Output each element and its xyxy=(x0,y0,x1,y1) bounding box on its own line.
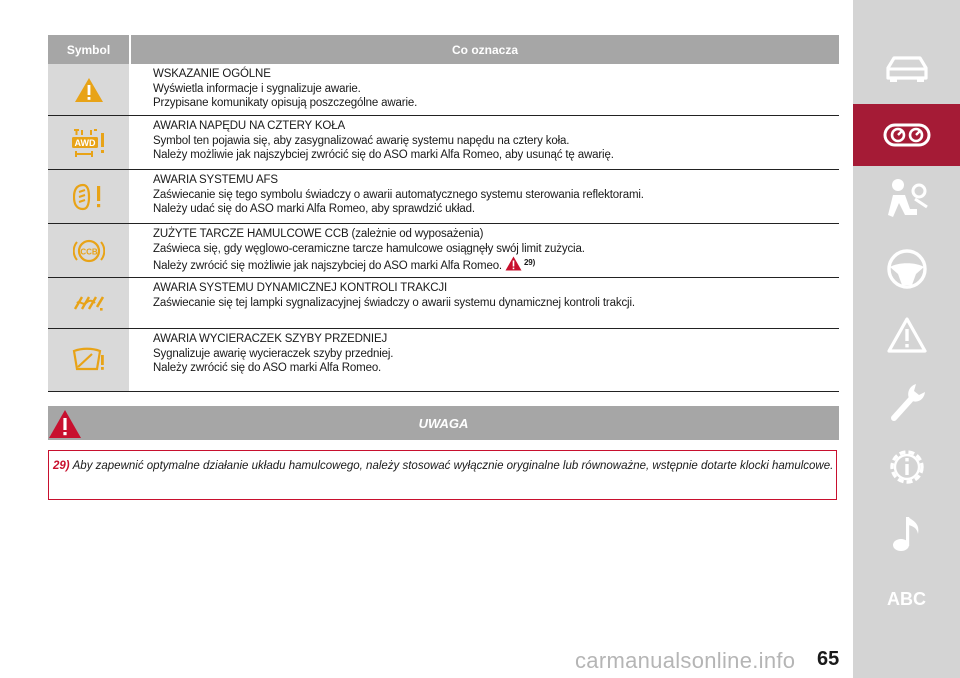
row-text: Zaświeca się, gdy węglowo-ceramiczne tarcze hamulcowe osiągnęły swój limit zużycia. xyxy=(153,242,585,255)
steering-wheel-icon xyxy=(886,248,928,290)
row-title: ZUŻYTE TARCZE HAMULCOWE CCB (zależnie od wyposażenia) xyxy=(153,228,484,240)
car-icon xyxy=(884,54,930,84)
row-text: Należy możliwie jak najszybciej zwrócić się do ASO marki Alfa Romeo, aby usunąć tę awarię. xyxy=(153,149,614,161)
music-note-icon xyxy=(890,512,924,554)
dashboard-gauges-icon xyxy=(883,122,931,148)
sidebar-item-emergency[interactable] xyxy=(853,304,960,366)
footnote-reference[interactable]: 29) xyxy=(523,258,536,267)
row-text: Należy zwrócić się do ASO marki Alfa Romeo. xyxy=(153,362,382,374)
table-row xyxy=(48,278,839,329)
table-row xyxy=(48,64,839,116)
table-header xyxy=(48,35,839,64)
wiper-failure-icon xyxy=(72,347,106,373)
row-text: Należy zwrócić się możliwie jak najszybciej do ASO marki Alfa Romeo. xyxy=(153,260,502,272)
page-number: 65 xyxy=(817,648,840,670)
afs-failure-icon xyxy=(73,181,105,213)
sidebar-item-dashboard[interactable] xyxy=(853,104,960,166)
traction-control-failure-icon xyxy=(73,293,105,313)
row-text: Należy udać się do ASO marki Alfa Romeo, aby sprawdzić układ. xyxy=(153,203,475,215)
sidebar-item-index[interactable] xyxy=(853,568,960,630)
table-row xyxy=(48,224,839,278)
table-row xyxy=(48,170,839,224)
row-text: Zaświecanie się tej lampki sygnalizacyjnej świadczy o awarii systemu dynamicznej kontroli trakcji. xyxy=(153,296,635,309)
row-text: Przypisane komunikaty opisują poszczególne awarie. xyxy=(153,97,418,109)
chapter-sidebar xyxy=(853,0,960,678)
row-text: Sygnalizuje awarię wycieraczek szyby przedniej. xyxy=(153,347,394,360)
warning-banner xyxy=(48,406,839,440)
index-label: ABC xyxy=(887,588,926,609)
warning-reference-icon xyxy=(505,256,522,271)
row-text: Wyświetla informacje i sygnalizuje awarie. xyxy=(153,82,361,95)
warning-note xyxy=(48,450,837,500)
row-title: WSKAZANIE OGÓLNE xyxy=(153,68,271,80)
sidebar-item-technical-data[interactable] xyxy=(853,436,960,498)
sidebar-item-safety[interactable] xyxy=(853,168,960,230)
table-row xyxy=(48,329,839,392)
watermark: carmanualsonline.info xyxy=(575,648,796,673)
row-title: AWARIA SYSTEMU AFS xyxy=(153,174,278,186)
header-meaning: Co oznacza xyxy=(451,42,518,57)
table-row xyxy=(48,116,839,170)
seat-airbag-icon xyxy=(885,177,929,221)
sidebar-item-multimedia[interactable] xyxy=(853,502,960,564)
wrench-icon xyxy=(886,380,928,422)
row-text: Zaświecanie się tego symbolu świadczy o awarii automatycznego systemu sterowania reflektorami. xyxy=(153,188,644,201)
note-text: Aby zapewnić optymalne działanie układu hamulcowego, należy stosować wyłącznie oryginalne lub równoważne, wstępnie dotarte klocki hamulcowe. xyxy=(72,460,834,472)
symbols-table xyxy=(48,35,839,392)
row-text: Symbol ten pojawia się, aby zasygnalizować awarię systemu napędu na cztery koła. xyxy=(153,134,570,147)
row-title: AWARIA SYSTEMU DYNAMICZNEJ KONTROLI TRAKCJI xyxy=(153,282,448,294)
general-warning-triangle-icon xyxy=(74,77,104,103)
sidebar-item-driving[interactable] xyxy=(853,238,960,300)
note-number: 29) xyxy=(53,460,70,472)
sidebar-item-car[interactable] xyxy=(853,38,960,100)
sidebar-item-maintenance[interactable] xyxy=(853,370,960,432)
warning-title: UWAGA xyxy=(418,415,469,431)
row-title: AWARIA NAPĘDU NA CZTERY KOŁA xyxy=(153,120,345,132)
row-title: AWARIA WYCIERACZEK SZYBY PRZEDNIEJ xyxy=(153,333,388,345)
ccb-brake-disc-icon xyxy=(73,236,105,266)
svg-text:AWD: AWD xyxy=(74,137,95,148)
info-gear-icon xyxy=(885,445,929,489)
awd-failure-icon xyxy=(71,127,107,159)
header-symbol: Symbol xyxy=(48,35,131,64)
warning-triangle-icon xyxy=(886,316,928,354)
svg-text:CCB: CCB xyxy=(79,247,98,256)
